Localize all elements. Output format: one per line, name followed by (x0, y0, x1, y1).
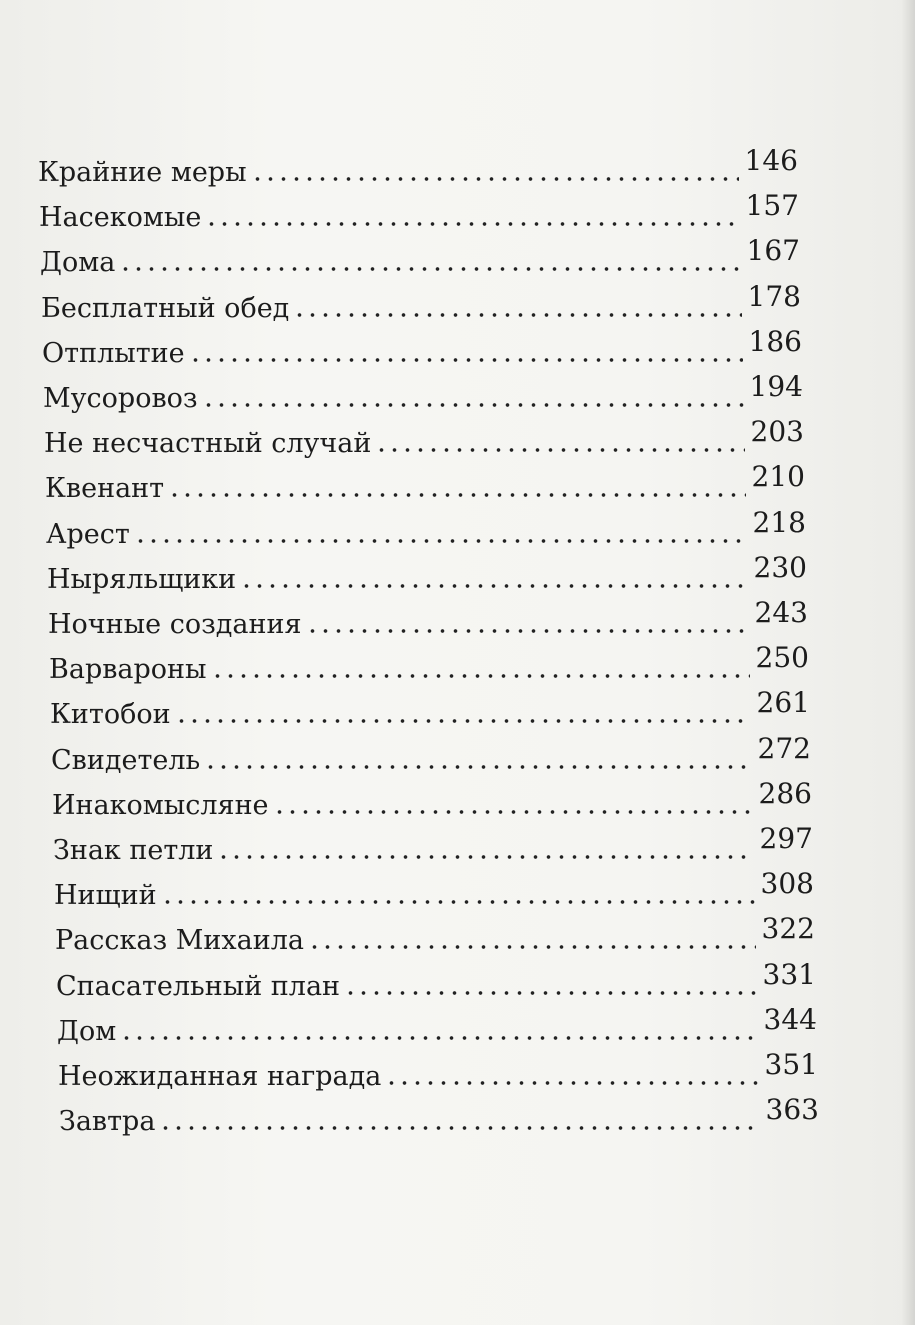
toc-dot-leader (204, 764, 751, 770)
toc-dot-leader (308, 944, 756, 950)
toc-entry-page-number: 203 (750, 415, 804, 449)
toc-entry-title: Квенант (45, 473, 165, 505)
toc-entry (59, 1093, 819, 1139)
toc-entry-page-number: 363 (765, 1093, 819, 1127)
toc-entry-page-number: 157 (745, 189, 799, 223)
toc-entry-page-number: 344 (763, 1002, 817, 1036)
toc-entry-page-number: 243 (754, 596, 808, 629)
toc-entry-title: Варвароны (49, 654, 207, 686)
toc-entry (42, 324, 802, 371)
toc-dot-leader (293, 312, 741, 318)
toc-entry-title: Арест (46, 518, 130, 550)
toc-dot-leader (251, 176, 739, 182)
toc-entry-page-number: 297 (759, 822, 813, 855)
toc-entry-title: Дом (57, 1015, 117, 1047)
toc-entry-title: Рассказ Михаила (55, 925, 304, 957)
toc-dot-leader (202, 402, 744, 408)
toc-entry-page-number: 210 (751, 460, 805, 494)
toc-dot-leader (273, 809, 753, 815)
toc-dot-leader (175, 718, 751, 724)
toc-entry-page-number: 167 (746, 234, 800, 268)
toc-entry-page-number: 250 (755, 641, 809, 675)
toc-dot-leader (211, 673, 750, 679)
toc-entry-title: Спасательный план (56, 970, 341, 1002)
toc-entry-title: Отплытие (42, 337, 185, 369)
toc-dot-leader (168, 492, 745, 498)
toc-entry (41, 279, 801, 326)
toc-dot-leader (161, 899, 755, 905)
toc-dot-leader (306, 628, 749, 634)
toc-entry (43, 370, 803, 416)
toc-entry (53, 822, 813, 868)
toc-entry-page-number: 178 (747, 279, 801, 313)
toc-entry-page-number: 308 (760, 867, 814, 901)
toc-entry (57, 1002, 817, 1049)
toc-entry (48, 596, 808, 642)
toc-entry-title: Ночные создания (48, 609, 302, 640)
toc-entry (39, 189, 799, 235)
toc-dot-leader (120, 1035, 757, 1041)
toc-entry-title: Ныряльщики (47, 563, 237, 595)
toc-entry-title: Знак петли (53, 835, 214, 866)
toc-entry-title: Свидетель (51, 744, 201, 776)
toc-entry (50, 686, 810, 732)
toc-dot-leader (385, 1080, 758, 1086)
toc-entry (54, 867, 814, 913)
toc-dot-leader (240, 583, 747, 589)
toc-entry (49, 641, 809, 687)
toc-entry-title: Насекомые (39, 202, 202, 234)
toc-entry-title: Крайние меры (38, 157, 247, 188)
toc-entry-page-number: 186 (748, 324, 802, 358)
toc-entry (55, 912, 815, 958)
toc-dot-leader (189, 357, 743, 363)
toc-entry-title: Неожиданная награда (58, 1061, 382, 1092)
toc-entry (38, 144, 798, 190)
toc-dot-leader (159, 1125, 759, 1131)
toc-entry-page-number: 230 (753, 550, 807, 584)
toc-entry-title: Китобои (50, 699, 171, 731)
toc-entry (45, 460, 805, 506)
toc-entry-page-number: 286 (758, 776, 812, 810)
toc-dot-leader (134, 538, 747, 544)
toc-entry-title: Бесплатный обед (41, 292, 290, 324)
toc-entry-title: Не несчастный случай (44, 428, 372, 460)
toc-entry (58, 1048, 818, 1094)
toc-entry-page-number: 322 (761, 912, 815, 946)
toc-entry-page-number: 351 (764, 1048, 818, 1081)
toc-entry-page-number: 261 (756, 686, 810, 720)
toc-entry (46, 505, 806, 552)
toc-entry (44, 415, 804, 461)
toc-dot-leader (375, 447, 744, 453)
toc-entry-title: Мусоровоз (43, 383, 198, 414)
toc-dot-leader (119, 266, 740, 272)
toc-entry-page-number: 146 (744, 144, 798, 177)
toc-entry-title: Завтра (59, 1106, 156, 1138)
toc-entry (47, 550, 807, 597)
toc-entry-title: Нищий (54, 880, 157, 912)
toc-entry-page-number: 272 (757, 731, 811, 765)
toc-entry (56, 957, 816, 1004)
toc-entry-page-number: 218 (752, 505, 806, 539)
toc-dot-leader (217, 854, 753, 860)
toc-entry (51, 731, 811, 778)
toc-entry-page-number: 331 (762, 957, 816, 991)
toc-entry-title: Инакомысляне (52, 789, 269, 821)
toc-entry-title: Дома (40, 247, 116, 279)
toc-entry (40, 234, 800, 280)
toc-entry-page-number: 194 (749, 370, 803, 403)
toc-dot-leader (205, 221, 739, 227)
toc-dot-leader (344, 990, 757, 996)
toc-entry (52, 776, 812, 823)
